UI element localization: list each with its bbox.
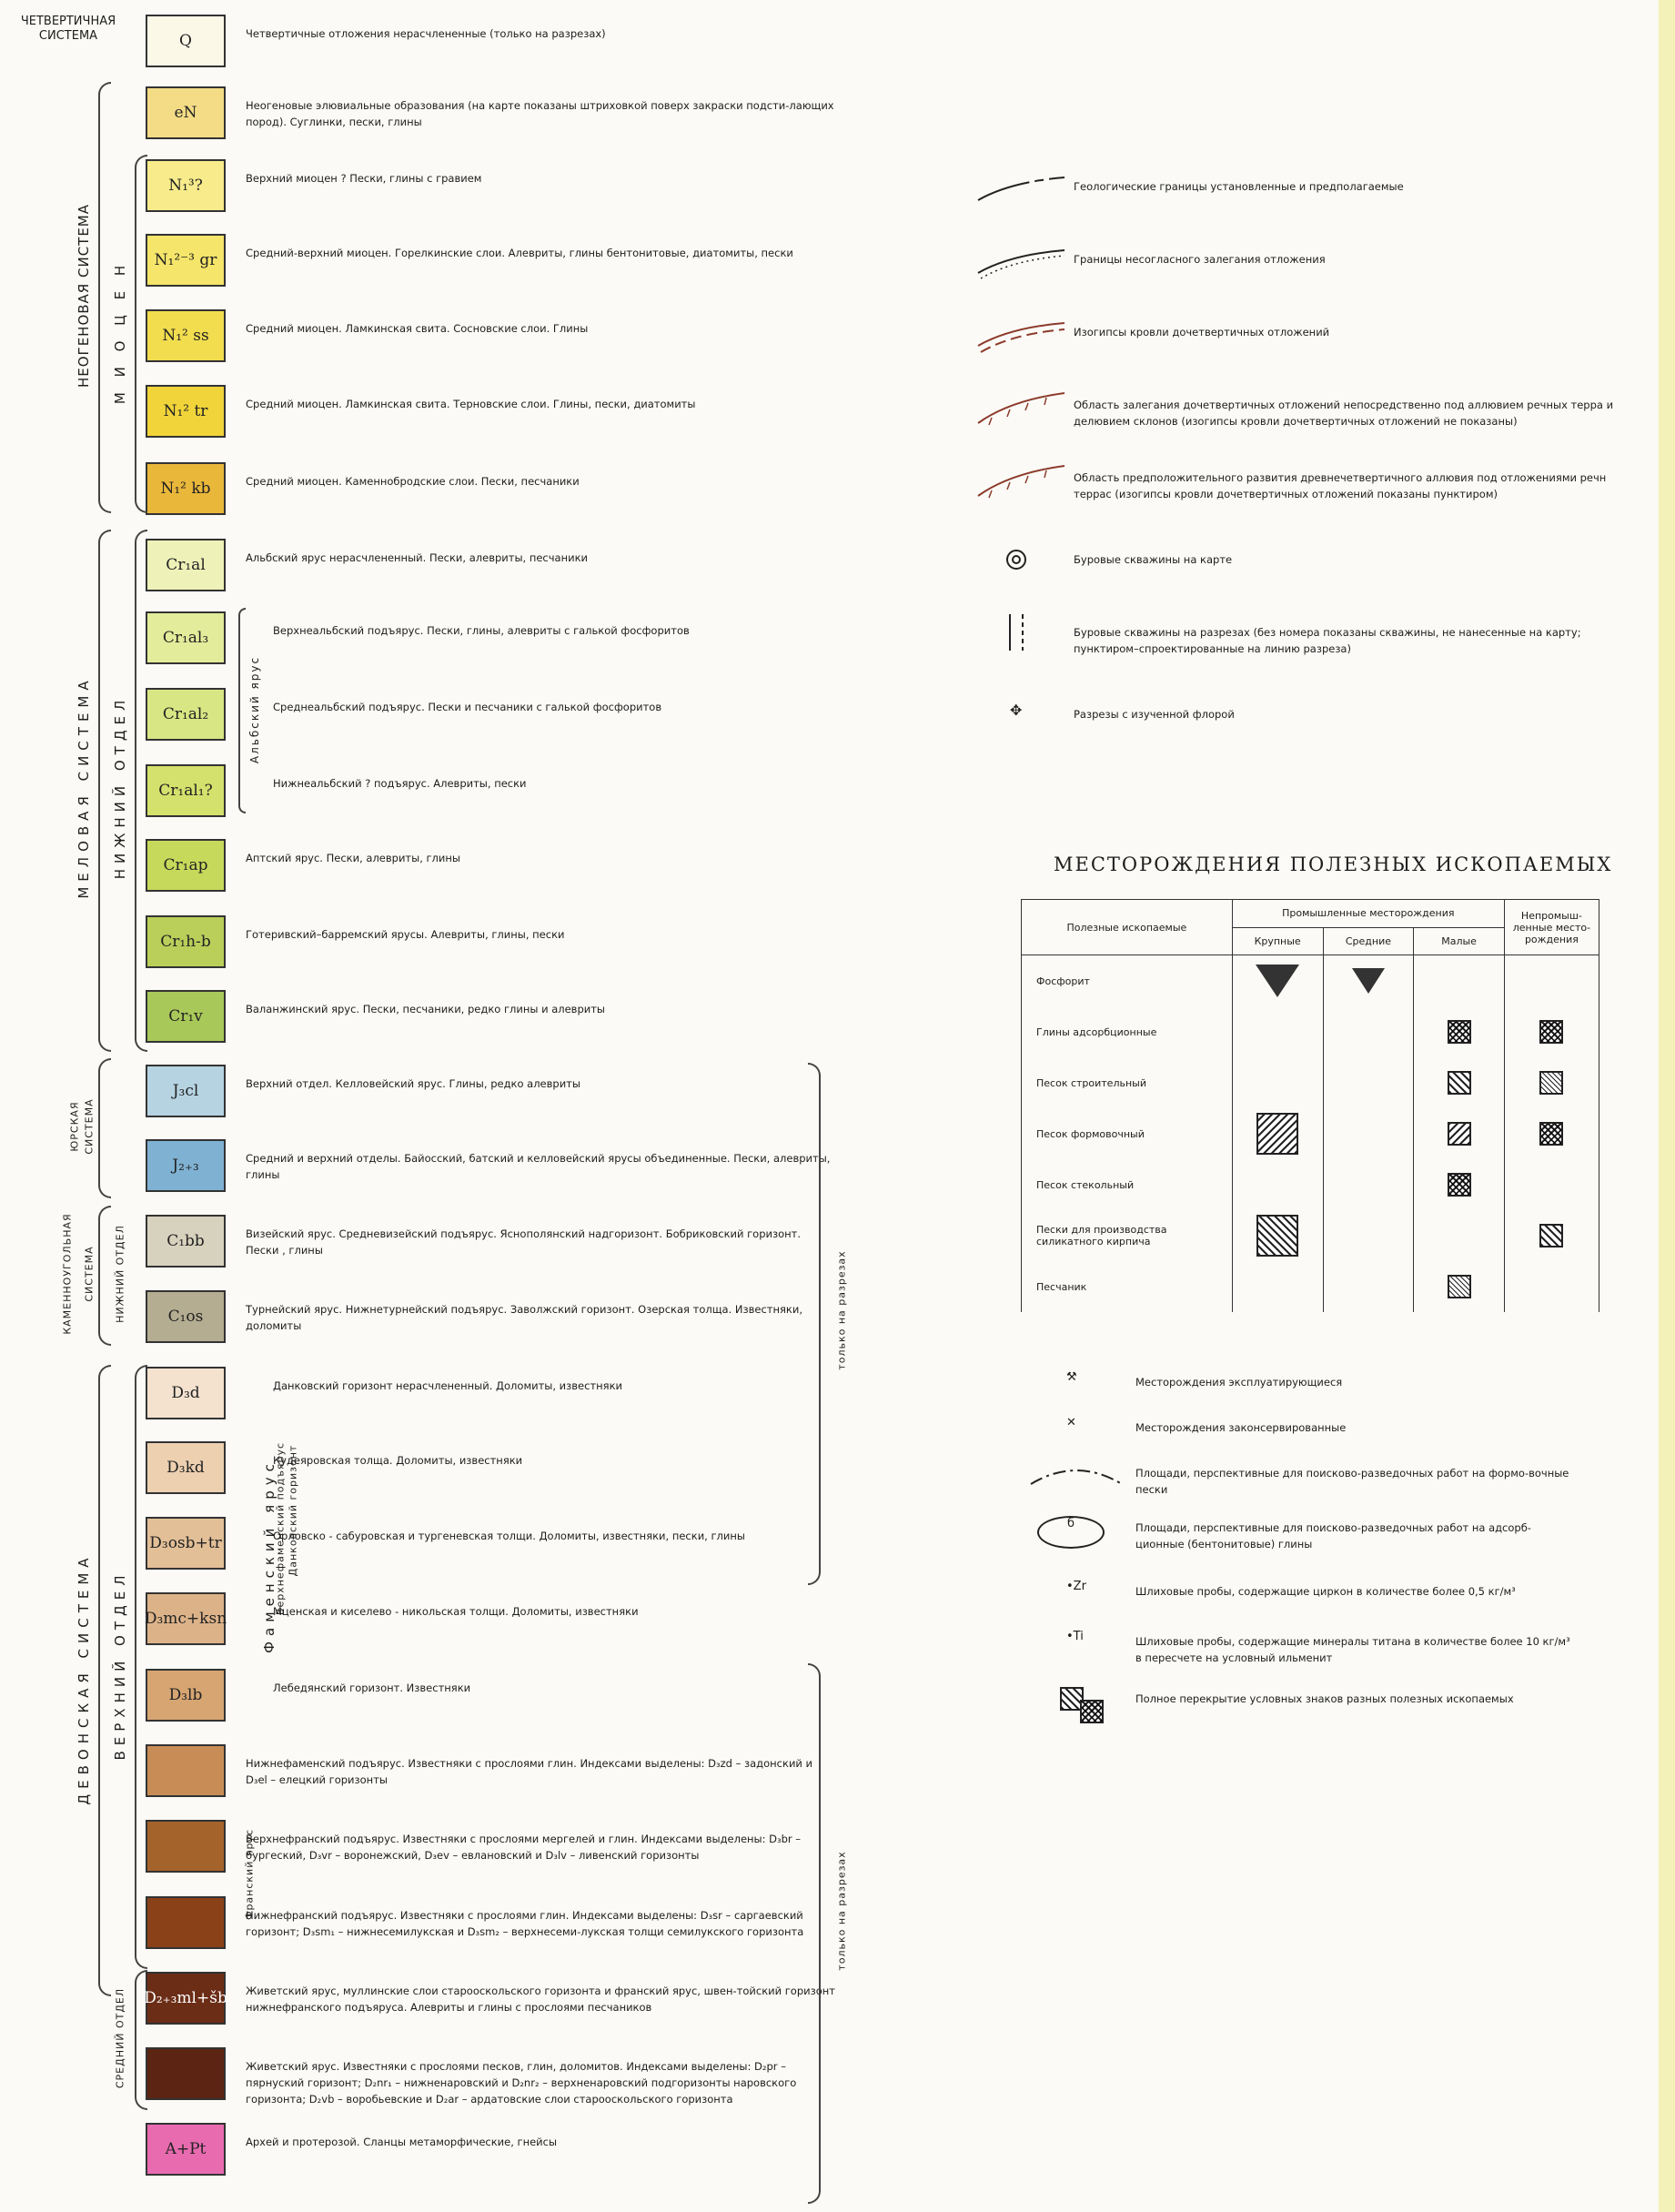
unit-description: Нижнефранский подъярус. Известняки с прослоями глин. Индексами выделены: D₃sr – саргаевский горизонт; D₃sm₁ – нижнесемилукская и D₃sm₂ – верхнесеми-лукская толщи семилукского горизонта <box>246 1909 804 1938</box>
deposit-row <box>1022 1057 1599 1108</box>
unit-swatch <box>146 764 226 817</box>
unit-description: Кудеяровская толща. Доломиты, известняки <box>273 1454 523 1467</box>
unit-description: Валанжинский ярус. Пески, песчаники, редко глины и алевриты <box>246 1003 606 1015</box>
svg-text:✥: ✥ <box>1010 702 1023 719</box>
unit-description: Верхний отдел. Келловейский ярус. Глины, редко алевриты <box>246 1077 580 1090</box>
deposit-row <box>1022 1210 1599 1261</box>
deposit-cell <box>1323 955 1414 1007</box>
symbol-glyph-icon: ✕ <box>1066 1416 1076 1429</box>
hatched-square-icon <box>1539 1071 1563 1095</box>
unit-description: Альбский ярус нерасчлененный. Пески, алевриты, песчаники <box>246 551 589 564</box>
cretaceous-label: МЕЛОВАЯ СИСТЕМА <box>76 675 92 899</box>
deposit-cell <box>1504 955 1599 1007</box>
unit-swatch <box>146 1367 226 1419</box>
unit-description: Данковский горизонт нерасчлененный. Доломиты, известняки <box>273 1379 623 1392</box>
col-industrial: Промышленные месторождения <box>1232 900 1504 928</box>
deposit-name: Песок строительный <box>1022 1057 1233 1108</box>
unit-swatch <box>146 1215 226 1268</box>
deposit-cell <box>1414 1159 1504 1210</box>
unit-swatch <box>146 1820 226 1873</box>
unit-swatch <box>146 539 226 591</box>
deposit-cell <box>1323 1261 1414 1312</box>
legend-item-text: Границы несогласного залегания отложения <box>1074 253 1326 266</box>
unit-description: Нижнефаменский подъярус. Известняки с прослоями глин. Индексами выделены: D₃zd – задонский и D₃el – елецкий горизонты <box>246 1757 813 1786</box>
devonian-label: ДЕВОНСКАЯ СИСТЕМА <box>76 1552 92 1805</box>
unit-index: Cr₁ap <box>163 856 208 874</box>
unit-index: N₁³? <box>168 177 203 195</box>
deposit-cell <box>1414 1261 1504 1312</box>
unit-swatch <box>146 990 226 1043</box>
unit-swatch <box>146 462 226 515</box>
legend-item-text: Буровые скважины на карте <box>1074 553 1233 566</box>
symbol-glyph-icon: •Zr <box>1066 1580 1086 1593</box>
deposit-row <box>1022 1159 1599 1210</box>
deposit-name: Глины адсорбционные <box>1022 1006 1233 1057</box>
middle-dev-brace <box>135 1970 147 2110</box>
unit-description: Среднеальбский подъярус. Пески и песчаники с галькой фосфоритов <box>273 701 662 713</box>
unit-description: Живетский ярус. Известняки с прослоями песков, глин, доломитов. Индексами выделены: D₂pr – пярнуский горизонт; D₂nr₁ – нижненаровский и D₂nr₂ – верхненаровский подгоризонты наровского горизонта; D₂vb – воробьевские и D₂ar – ардатовские слои старооскольского горизонта <box>246 2060 797 2106</box>
hatched-square-icon <box>1539 1020 1563 1044</box>
deposit-cell <box>1504 1159 1599 1210</box>
unit-swatch <box>146 688 226 741</box>
albian-brace <box>238 608 246 813</box>
unit-description: Верхнефранский подъярус. Известняки с прослоями мергелей и глин. Индексами выделены: D₃br – бургеский, D₃vr – воронежский, D₃ev – евлановский и D₃lv – ливенский горизонты <box>246 1833 802 1862</box>
unit-description: Средний и верхний отделы. Байосский, батский и келловейский ярусы объединенные. Пески, алевриты, глины <box>246 1152 831 1181</box>
unit-index: N₁² kb <box>160 480 211 498</box>
symbol-text: Месторождения законсервированные <box>1135 1421 1347 1434</box>
hatched-square-icon <box>1448 1071 1471 1095</box>
deposit-cell <box>1232 1210 1323 1261</box>
unit-index: N₁²⁻³ gr <box>154 251 217 269</box>
legend-item-text: Изогипсы кровли дочетвертичных отложений <box>1074 326 1330 338</box>
unit-description: Визейский ярус. Средневизейский подъярус. Яснополянский надгоризонт. Бобриковский горизонт. Пески , глины <box>246 1227 802 1257</box>
unit-index: C₁bb <box>166 1232 205 1250</box>
col-small: Малые <box>1414 927 1504 955</box>
deposit-cell <box>1414 1108 1504 1159</box>
unit-description: Нижнеальбский ? подъярус. Алевриты, пески <box>273 777 527 790</box>
col-minerals: Полезные ископаемые <box>1022 900 1233 955</box>
unit-description: Верхнеальбский подъярус. Пески, глины, алевриты с галькой фосфоритов <box>273 624 690 637</box>
deposit-cell <box>1232 1006 1323 1057</box>
frasnian-label: Франский ярус <box>243 1828 256 1921</box>
neogene-label: НЕОГЕНОВАЯ СИСТЕМА <box>76 203 92 389</box>
unit-swatch <box>146 86 226 139</box>
upper-div-label: ВЕРХНИЙ ОТДЕЛ <box>112 1570 128 1761</box>
legend-symbols <box>974 164 1074 728</box>
symbol-text: Шлиховые пробы, содержащие циркон в количестве более 0,5 кг/м³ <box>1135 1585 1516 1598</box>
deposit-cell <box>1504 1108 1599 1159</box>
sections-only-1: только на разрезах <box>835 1250 848 1370</box>
deposit-cell <box>1232 955 1323 1007</box>
unit-index: Cr₁al₁? <box>158 782 213 800</box>
deposit-cell <box>1504 1261 1599 1312</box>
unit-description: Орловско - сабуровская и тургеневская толщи. Доломиты, известняки, пески, глины <box>273 1530 745 1542</box>
deposit-cell <box>1232 1261 1323 1312</box>
unit-swatch <box>146 385 226 438</box>
unit-description: Средний миоцен. Каменнобродские слои. Пески, песчаники <box>246 475 580 488</box>
hatched-square-icon <box>1256 1113 1298 1155</box>
unit-swatch <box>146 1517 226 1570</box>
deposit-name: Песок формовочный <box>1022 1108 1233 1159</box>
unit-index: Cr₁al₃ <box>162 629 209 647</box>
unit-index: A+Pt <box>165 2140 207 2158</box>
sections-only-2: только на разрезах <box>835 1851 848 1971</box>
quaternary-label: ЧЕТВЕРТИЧНАЯ СИСТЕМА <box>20 15 116 43</box>
hatched-square-icon <box>1448 1173 1471 1197</box>
unit-swatch <box>146 15 226 67</box>
deposit-row <box>1022 1006 1599 1057</box>
unit-index: D₃osb+tr <box>149 1534 222 1552</box>
hatched-square-icon <box>1539 1224 1563 1247</box>
unit-swatch <box>146 1896 226 1949</box>
deposit-cell <box>1414 1006 1504 1057</box>
col-nonindustrial: Непромыш-ленные место-рождения <box>1504 900 1599 955</box>
unit-description: Лебедянский горизонт. Известняки <box>273 1682 471 1694</box>
neogene-brace <box>98 82 111 513</box>
deposit-cell <box>1323 1210 1414 1261</box>
unit-description: Средний-верхний миоцен. Горелкинские слои. Алевриты, глины бентонитовые, диатомиты, пески <box>246 247 793 259</box>
lower-cret-brace <box>135 530 147 1052</box>
unit-description: Готеривский–барремский ярусы. Алевриты, глины, пески <box>246 928 565 941</box>
jurassic-label-1: ЮРСКАЯ <box>68 1101 81 1152</box>
symbol-glyph-icon: б <box>1037 1516 1105 1549</box>
unit-index: Cr₁v <box>168 1007 203 1025</box>
legend-item-text: Разрезы с изученной флорой <box>1074 708 1235 721</box>
symbol-glyph-icon <box>1060 1687 1104 1723</box>
deposit-cell <box>1323 1159 1414 1210</box>
unit-index: N₁² tr <box>163 402 208 420</box>
unit-swatch <box>146 234 226 287</box>
unit-index: D₃mc+ksn <box>144 1610 227 1628</box>
middle-div-label: СРЕДНИЙ ОТДЕЛ <box>114 1987 126 2089</box>
deposit-cell <box>1232 1057 1323 1108</box>
deposit-cell <box>1232 1108 1323 1159</box>
deposit-cell <box>1232 1159 1323 1210</box>
symbol-glyph-icon: •Ti <box>1066 1630 1084 1643</box>
cretaceous-brace <box>98 530 111 1052</box>
unit-swatch <box>146 839 226 892</box>
deposit-name: Пески для производства силикатного кирпича <box>1022 1210 1233 1261</box>
unit-index: Cr₁al₂ <box>162 705 209 723</box>
deposit-cell <box>1504 1210 1599 1261</box>
hatched-square-icon <box>1448 1122 1471 1146</box>
legend-item-text: Область залегания дочетвертичных отложений непосредственно под аллювием речных терра и делювием склонов (изогипсы кровли дочетвертичных отложений не показаны) <box>1074 399 1614 428</box>
unit-swatch <box>146 1290 226 1343</box>
right-edge-strip <box>1659 0 1675 2212</box>
unit-swatch <box>146 2123 226 2176</box>
famennian-label: Фаменский ярус <box>261 1459 277 1653</box>
legend-item-text: Буровые скважины на разрезах (без номера показаны скважины, не нанесенные на карту; пунктиром–спроектированные на линию разреза) <box>1074 626 1581 655</box>
unit-index: D₃d <box>171 1384 200 1402</box>
legend-item-text: Геологические границы установленные и предполагаемые <box>1074 180 1404 193</box>
deposit-cell <box>1323 1108 1414 1159</box>
unit-description: Четвертичные отложения нерасчлененные (только на разрезах) <box>246 27 606 40</box>
upper-famennian-label: Верхнефаменский подъярус <box>274 1441 287 1616</box>
unit-swatch <box>146 611 226 664</box>
unit-swatch <box>146 915 226 968</box>
deposit-row <box>1022 1261 1599 1312</box>
deposit-cell <box>1504 1006 1599 1057</box>
unit-description: Аптский ярус. Пески, алевриты, глины <box>246 852 460 864</box>
deposit-cell <box>1323 1006 1414 1057</box>
upper-dev-brace <box>135 1365 147 1969</box>
deposit-cell <box>1414 1057 1504 1108</box>
legend-item-text: Область предположительного развития древнечетвертичного аллювия под отложениями речн террас (изогипсы кровли дочетвертичных отложений показаны пунктиром) <box>1074 471 1607 500</box>
unit-description: Архей и протерозой. Сланцы метаморфические, гнейсы <box>246 2136 558 2148</box>
deposit-name: Песчаник <box>1022 1261 1233 1312</box>
symbol-glyph-icon: ⚒ <box>1066 1370 1077 1384</box>
unit-description: Турнейский ярус. Нижнетурнейский подъярус. Заволжский горизонт. Озерская толща. Известняки, доломиты <box>246 1303 802 1332</box>
unit-index: D₂₊₃ml+šb <box>144 1989 227 2007</box>
miocene-label: М И О Ц Е Н <box>112 259 128 405</box>
deposits-table <box>1021 899 1599 1312</box>
unit-index: Cr₁al <box>166 556 206 574</box>
unit-description: Неогеновые элювиальные образования (на карте показаны штриховкой поверх закраски подсти-лающих пород). Суглинки, пески, глины <box>246 99 834 128</box>
unit-index: Q <box>179 32 192 50</box>
unit-index: J₂₊₃ <box>172 1157 199 1175</box>
unit-swatch <box>146 1441 226 1494</box>
deposits-title: МЕСТОРОЖДЕНИЯ ПОЛЕЗНЫХ ИСКОПАЕМЫХ <box>1054 853 1613 875</box>
hatched-square-icon <box>1448 1020 1471 1044</box>
deposit-cell <box>1414 1210 1504 1261</box>
symbol-text: Площади, перспективные для поисково-разведочных работ на формо-вочные пески <box>1135 1467 1569 1496</box>
unit-description: Средний миоцен. Ламкинская свита. Сосновские слои. Глины <box>246 322 589 335</box>
unit-swatch <box>146 159 226 212</box>
unit-swatch <box>146 1669 226 1722</box>
deposit-row <box>1022 955 1599 1007</box>
hatched-square-icon <box>1448 1275 1471 1298</box>
unit-swatch <box>146 2047 226 2100</box>
unit-swatch <box>146 1139 226 1192</box>
symbol-text: Площади, перспективные для поисково-разведочных работ на адсорб-ционные (бентонитовые) глины <box>1135 1521 1531 1550</box>
deposit-name: Песок стекольный <box>1022 1159 1233 1210</box>
symbol-text: Месторождения эксплуатирующиеся <box>1135 1376 1343 1389</box>
carbon-label-1: КАМЕННОУГОЛЬНАЯ <box>61 1213 74 1335</box>
unit-index: eN <box>174 104 197 122</box>
col-large: Крупные <box>1232 927 1323 955</box>
deposit-row <box>1022 1108 1599 1159</box>
triangle-icon <box>1256 965 1299 997</box>
deposit-cell <box>1414 955 1504 1007</box>
unit-index: C₁os <box>167 1308 204 1326</box>
lower-div-label: НИЖНИЙ ОТДЕЛ <box>112 694 128 880</box>
carbon-lower-label: НИЖНИЙ ОТДЕЛ <box>114 1225 126 1323</box>
carbon-label-2: СИСТЕМА <box>83 1246 96 1302</box>
unit-index: J₃cl <box>172 1082 199 1100</box>
symbol-glyph-icon <box>1026 1461 1126 1492</box>
hatched-square-icon <box>1539 1122 1563 1146</box>
unit-swatch <box>146 1744 226 1797</box>
albian-label: Альбский ярус <box>248 655 261 764</box>
unit-index: Cr₁h-b <box>160 933 211 951</box>
hatched-square-icon <box>1256 1215 1298 1257</box>
jurassic-brace <box>98 1058 111 1198</box>
col-medium: Средние <box>1323 927 1414 955</box>
unit-index: D₃kd <box>166 1459 205 1477</box>
deposit-name: Фосфорит <box>1022 955 1233 1007</box>
sections-brace-2 <box>808 1663 821 2204</box>
unit-description: Живетский ярус, муллинские слои старооскольского горизонта и франский ярус, швен-тойский горизонт нижнефранского подъяруса. Алевриты и глины с прослоями песчаников <box>246 1985 835 2014</box>
devonian-brace <box>98 1365 111 1996</box>
symbol-text: Шлиховые пробы, содержащие минералы титана в количестве более 10 кг/м³ в пересчете на условный ильменит <box>1135 1635 1570 1664</box>
unit-swatch <box>146 1592 226 1645</box>
unit-swatch <box>146 1972 226 2025</box>
unit-index: D₃lb <box>168 1686 203 1704</box>
unit-swatch <box>146 1065 226 1117</box>
unit-swatch <box>146 309 226 362</box>
unit-description: Мценская и киселево - никольская толщи. Доломиты, известняки <box>273 1605 639 1618</box>
deposit-cell <box>1504 1057 1599 1108</box>
triangle-icon <box>1352 968 1385 994</box>
symbol-text: Полное перекрытие условных знаков разных полезных ископаемых <box>1135 1692 1514 1705</box>
unit-index: N₁² ss <box>162 327 209 345</box>
carbon-brace <box>98 1206 111 1346</box>
unit-description: Верхний миоцен ? Пески, глины с гравием <box>246 172 482 185</box>
dankov-label: Данковский горизонт <box>287 1444 299 1577</box>
jurassic-label-2: СИСТЕМА <box>83 1098 96 1155</box>
unit-description: Средний миоцен. Ламкинская свита. Терновские слои. Глины, пески, диатомиты <box>246 398 696 410</box>
sections-brace-1 <box>808 1063 821 1585</box>
miocene-brace <box>135 155 147 513</box>
deposit-cell <box>1323 1057 1414 1108</box>
